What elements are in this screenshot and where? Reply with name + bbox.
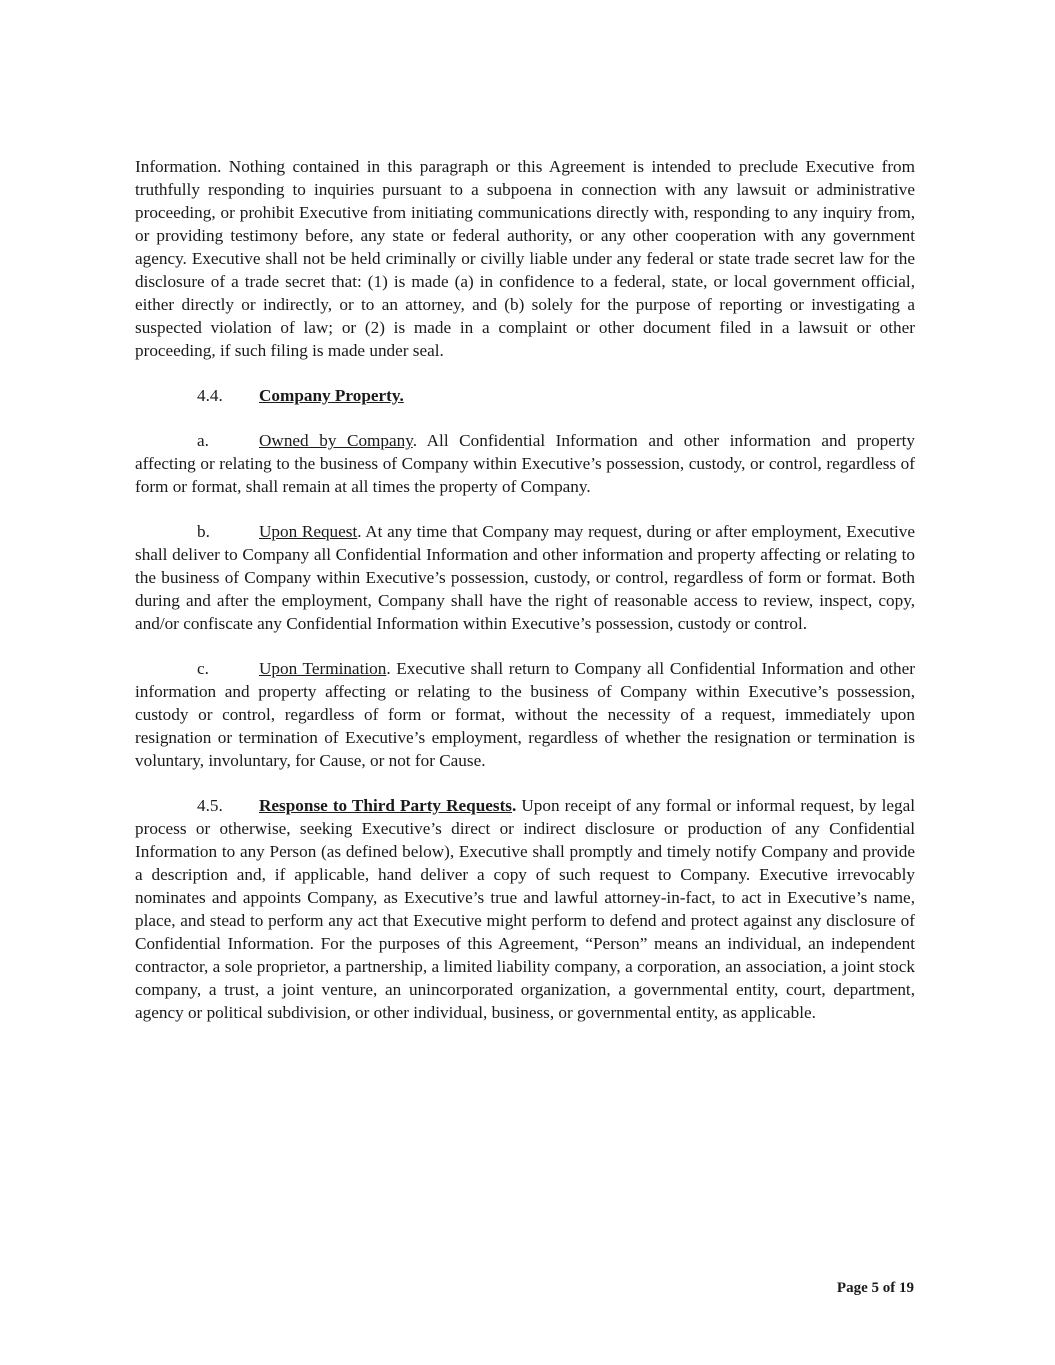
clause-a	[135, 429, 915, 498]
clause-letter: c.	[197, 659, 209, 678]
clause-text: . Executive shall return to Company all Confidential Information and other information and property affecting or relating to the business of Company within Executive’s possession, custody or control, regardless of form or format, without the necessity of a request, immediately upon resignation or termination of Executive’s employment, regardless of whether the resignation or termination is voluntary, involuntary, for Cause, or not for Cause.	[135, 659, 916, 770]
section-title: Company Property.	[259, 386, 404, 405]
page-number: Page 5 of 19	[836, 1280, 914, 1296]
section-title-period: .	[512, 796, 517, 815]
clause-text: . At any time that Company may request, during or after employment, Executive shall deliver to Company all Confidential Information and other information and property affecting or relating to the business of Company within Executive’s possession, custody, or control, regardless of form or format. Both during and after the employment, Company shall have the right of reasonable access to review, inspect, copy, and/or confiscate any Confidential Information within Executive’s possession, custody or control.	[135, 522, 915, 633]
section-4-5	[135, 794, 915, 1024]
section-number: 4.5.	[197, 796, 223, 815]
clause-c	[135, 657, 915, 772]
section-title: Response to Third Party Requests	[259, 796, 512, 815]
section-number: 4.4.	[197, 386, 223, 405]
section-4-4-heading	[135, 384, 915, 407]
clause-heading: Upon Termination	[259, 659, 387, 678]
clause-text: . All Confidential Information and other information and property affecting or relating to the business of Company within Executive’s possession, custody, or control, regardless of form or format, shall remain at all times the property of Company.	[135, 431, 915, 496]
document-body	[135, 155, 915, 1046]
clause-heading: Owned by Company	[259, 431, 413, 450]
section-text: Upon receipt of any formal or informal request, by legal process or otherwise, seeking Executive’s direct or indirect disclosure or production of any Confidential Information to any Person (as defined below), Executive shall promptly and timely notify Company and provide a description and, if applicable, hand deliver a copy of such request to Company. Executive irrevocably nominates and appoints Company, as Executive’s true and lawful attorney-in-fact, to act in Executive’s name, place, and stead to perform any act that Executive might perform to defend and protect against any disclosure of Confidential Information. For the purposes of this Agreement, “Person” means an individual, an independent contractor, a sole proprietor, a partnership, a limited liability company, a corporation, an association, a joint stock company, a trust, a joint venture, an unincorporated organization, a governmental entity, court, department, agency or political subdivision, or other individual, business, or governmental entity, as applicable.	[135, 796, 915, 1022]
clause-b	[135, 520, 915, 635]
clause-letter: a.	[197, 431, 209, 450]
clause-heading: Upon Request	[259, 522, 358, 541]
clause-letter: b.	[197, 522, 210, 541]
intro-paragraph: Information. Nothing contained in this paragraph or this Agreement is intended to preclude Executive from truthfully responding to inquiries pursuant to a subpoena in connection with any lawsuit or administrative proceeding, or prohibit Executive from initiating communications directly with, responding to any inquiry from, or providing testimony before, any state or federal authority, or any other cooperation with any government agency. Executive shall not be held criminally or civilly liable under any federal or state trade secret law for the disclosure of a trade secret that: (1) is made (a) in confidence to a federal, state, or local government official, either directly or indirectly, or to an attorney, and (b) solely for the purpose of reporting or investigating a suspected violation of law; or (2) is made in a complaint or other document filed in a lawsuit or other proceeding, if such filing is made under seal.	[135, 157, 915, 360]
